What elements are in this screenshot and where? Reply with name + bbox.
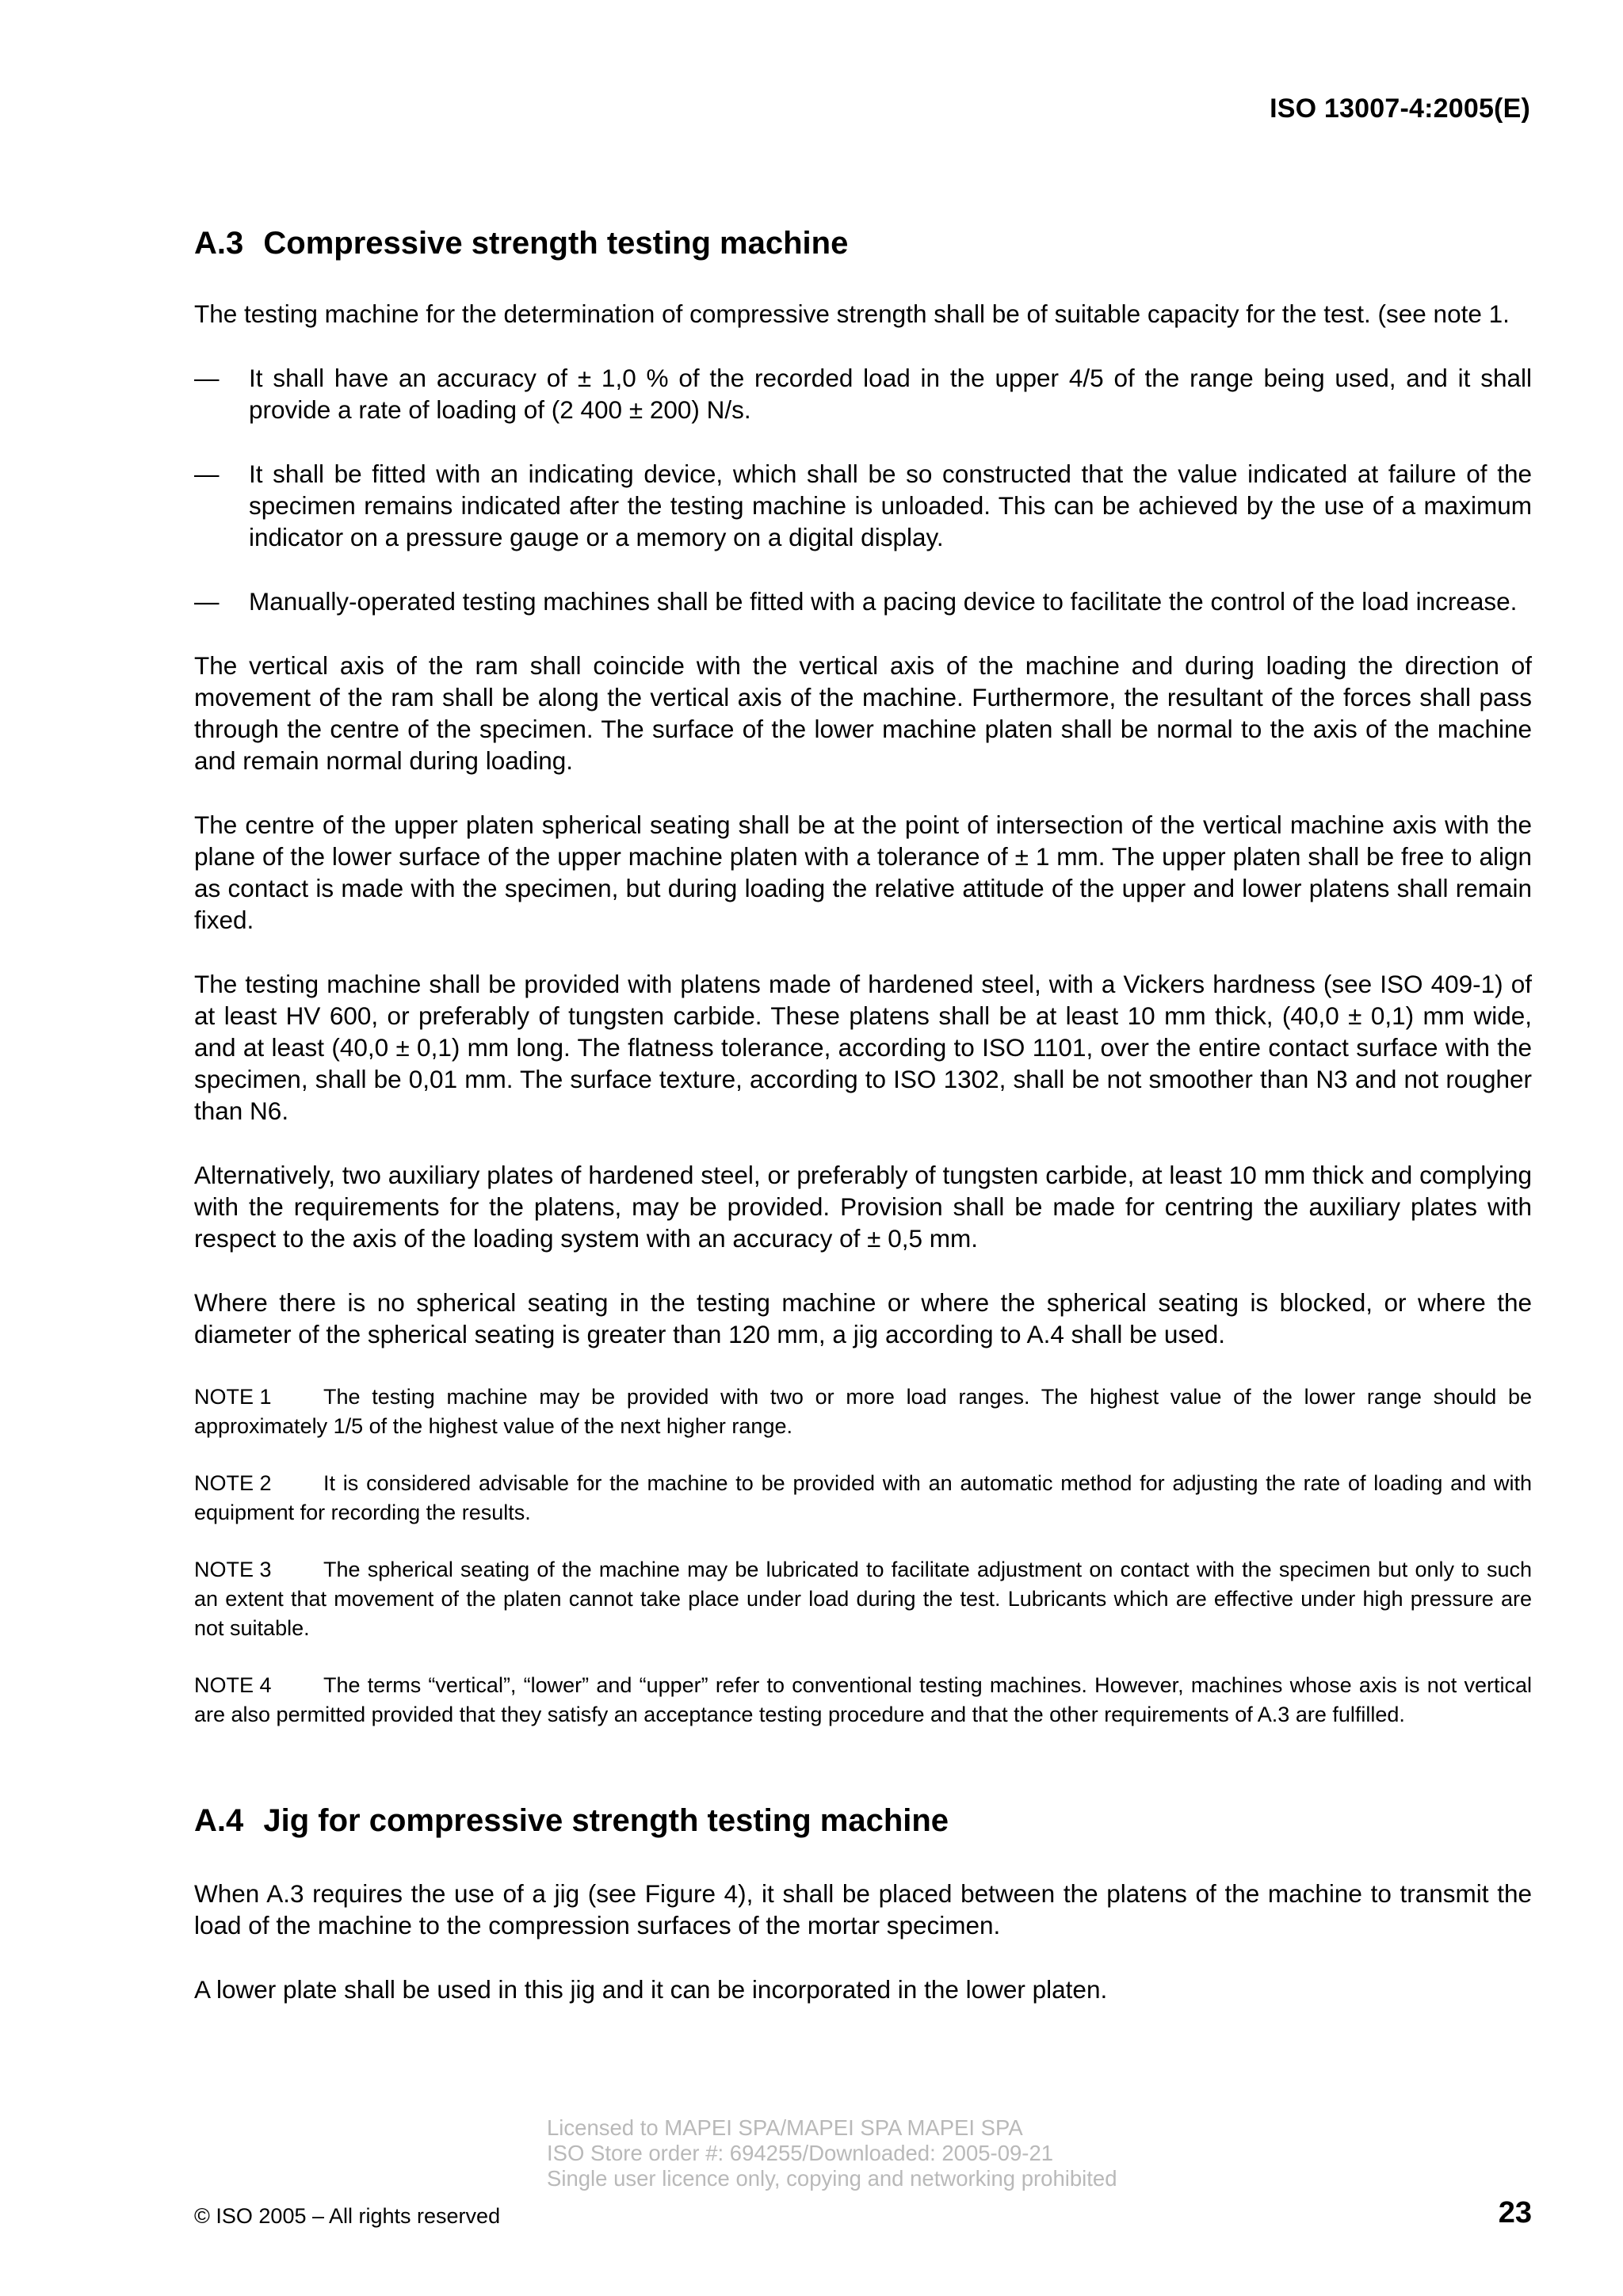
note-text: The testing machine may be provided with two or more load ranges. The highest value of the lower range should be approximately 1/5 of the highest value of the next higher range.: [194, 1385, 1532, 1438]
paragraph: The centre of the upper platen spherical seating shall be at the point of intersection of the vertical machine axis with the plane of the lower surface of the upper machine platen with a tolerance of ± 1 mm. The upper platen shall be free to align as contact is made with the specimen, but during loading the relative attitude of the upper and lower platens shall remain fixed.: [194, 810, 1532, 934]
note-label: NOTE 2: [194, 1471, 272, 1495]
list-item: [194, 362, 1532, 425]
paragraph: When A.3 requires the use of a jig (see Figure 4), it shall be placed between the platens of the machine to transmit the load of the machine to the compression surfaces of the mortar specimen.: [194, 1879, 1532, 1939]
paragraph: A lower plate shall be used in this jig and it can be incorporated in the lower platen.: [194, 1975, 1108, 2004]
note-label: NOTE 4: [194, 1673, 272, 1697]
dash-bullet: —: [194, 587, 220, 616]
license-watermark: [547, 2115, 1117, 2191]
section-title: Compressive strength testing machine: [263, 226, 849, 261]
paragraph: The testing machine shall be provided with platens made of hardened steel, with a Vickers hardness (see ISO 409-1) of at least HV 600, or preferably of tungsten carbide. These platens shall be at least 10 mm thick, (40,0 ± 0,1) mm wide, and at least (40,0 ± 0,1) mm long. The flatness tolerance, according to ISO 1101, over the entire contact surface with the specimen, shall be 0,01 mm. The surface texture, according to ISO 1302, shall be not smoother than N3 and not rougher than N6.: [194, 970, 1532, 1125]
dash-bullet: —: [194, 364, 220, 392]
note-text: The spherical seating of the machine may be lubricated to facilitate adjustment on contact with the specimen but only to such an extent that movement of the platen cannot take place under load during the test. Lubricants which are effective under high pressure are not suitable.: [194, 1558, 1532, 1640]
list-item-text: It shall be fitted with an indicating device, which shall be so constructed that the value indicated at failure of the specimen remains indicated after the testing machine is unloaded. This can be achieved by the use of a maximum indicator on a pressure gauge or a memory on a digital display.: [249, 460, 1532, 551]
note-2: [194, 1469, 1532, 1527]
paragraph-intro: The testing machine for the determination of compressive strength shall be of suitable capacity for the test. (see note 1.: [194, 299, 1510, 328]
section-number: A.3: [194, 226, 244, 261]
copyright-footer: © ISO 2005 – All rights reserved: [194, 2204, 501, 2228]
note-label: NOTE 3: [194, 1558, 272, 1581]
section-heading-a4: [194, 1802, 1532, 1840]
note-label: NOTE 1: [194, 1385, 272, 1409]
watermark-line: ISO Store order #: 694255/Downloaded: 2005-09-21: [547, 2141, 1054, 2165]
watermark-line: Licensed to MAPEI SPA/MAPEI SPA MAPEI SPA: [547, 2115, 1023, 2140]
list-item: [194, 458, 1532, 553]
document-id: ISO 13007-4:2005(E): [1270, 93, 1530, 124]
paragraph: The vertical axis of the ram shall coincide with the vertical axis of the machine and during loading the direction of movement of the ram shall be along the vertical axis of the machine. Furthermore, the resultant of the forces shall pass through the centre of the specimen. The surface of the lower machine platen shall be normal to the axis of the machine and remain normal during loading.: [194, 651, 1532, 775]
paragraph: Where there is no spherical seating in the testing machine or where the spherical seating is blocked, or where the diameter of the spherical seating is greater than 120 mm, a jig according to A.4 shall be used.: [194, 1288, 1532, 1348]
section-heading-a3: [194, 224, 1532, 262]
note-1: [194, 1383, 1532, 1441]
note-text: The terms “vertical”, “lower” and “upper” refer to conventional testing machines. However, machines whose axis is not vertical are also permitted provided that they satisfy an acceptance testing procedure and that the other requirements of A.3 are fulfilled.: [194, 1673, 1532, 1726]
note-4: [194, 1671, 1532, 1730]
dash-bullet: —: [194, 460, 220, 488]
watermark-line: Single user licence only, copying and networking prohibited: [547, 2166, 1117, 2191]
paragraph: Alternatively, two auxiliary plates of hardened steel, or preferably of tungsten carbide, at least 10 mm thick and complying with the requirements for the platens, may be provided. Provision shall be made for centring the auxiliary plates with respect to the axis of the loading system with an accuracy of ± 0,5 mm.: [194, 1161, 1532, 1253]
list-item: [194, 585, 1532, 617]
list-item-text: It shall have an accuracy of ± 1,0 % of the recorded load in the upper 4/5 of the range being used, and it shall provide a rate of loading of (2 400 ± 200) N/s.: [249, 364, 1532, 424]
page-number: 23: [1498, 2196, 1532, 2229]
list-item-text: Manually-operated testing machines shall be fitted with a pacing device to facilitate the control of the load increase.: [249, 587, 1518, 616]
page-content: [194, 224, 1532, 2038]
section-number: A.4: [194, 1803, 244, 1838]
note-text: It is considered advisable for the machine to be provided with an automatic method for adjusting the rate of loading and with equipment for recording the results.: [194, 1471, 1532, 1524]
section-title: Jig for compressive strength testing machine: [263, 1803, 949, 1838]
note-3: [194, 1555, 1532, 1643]
